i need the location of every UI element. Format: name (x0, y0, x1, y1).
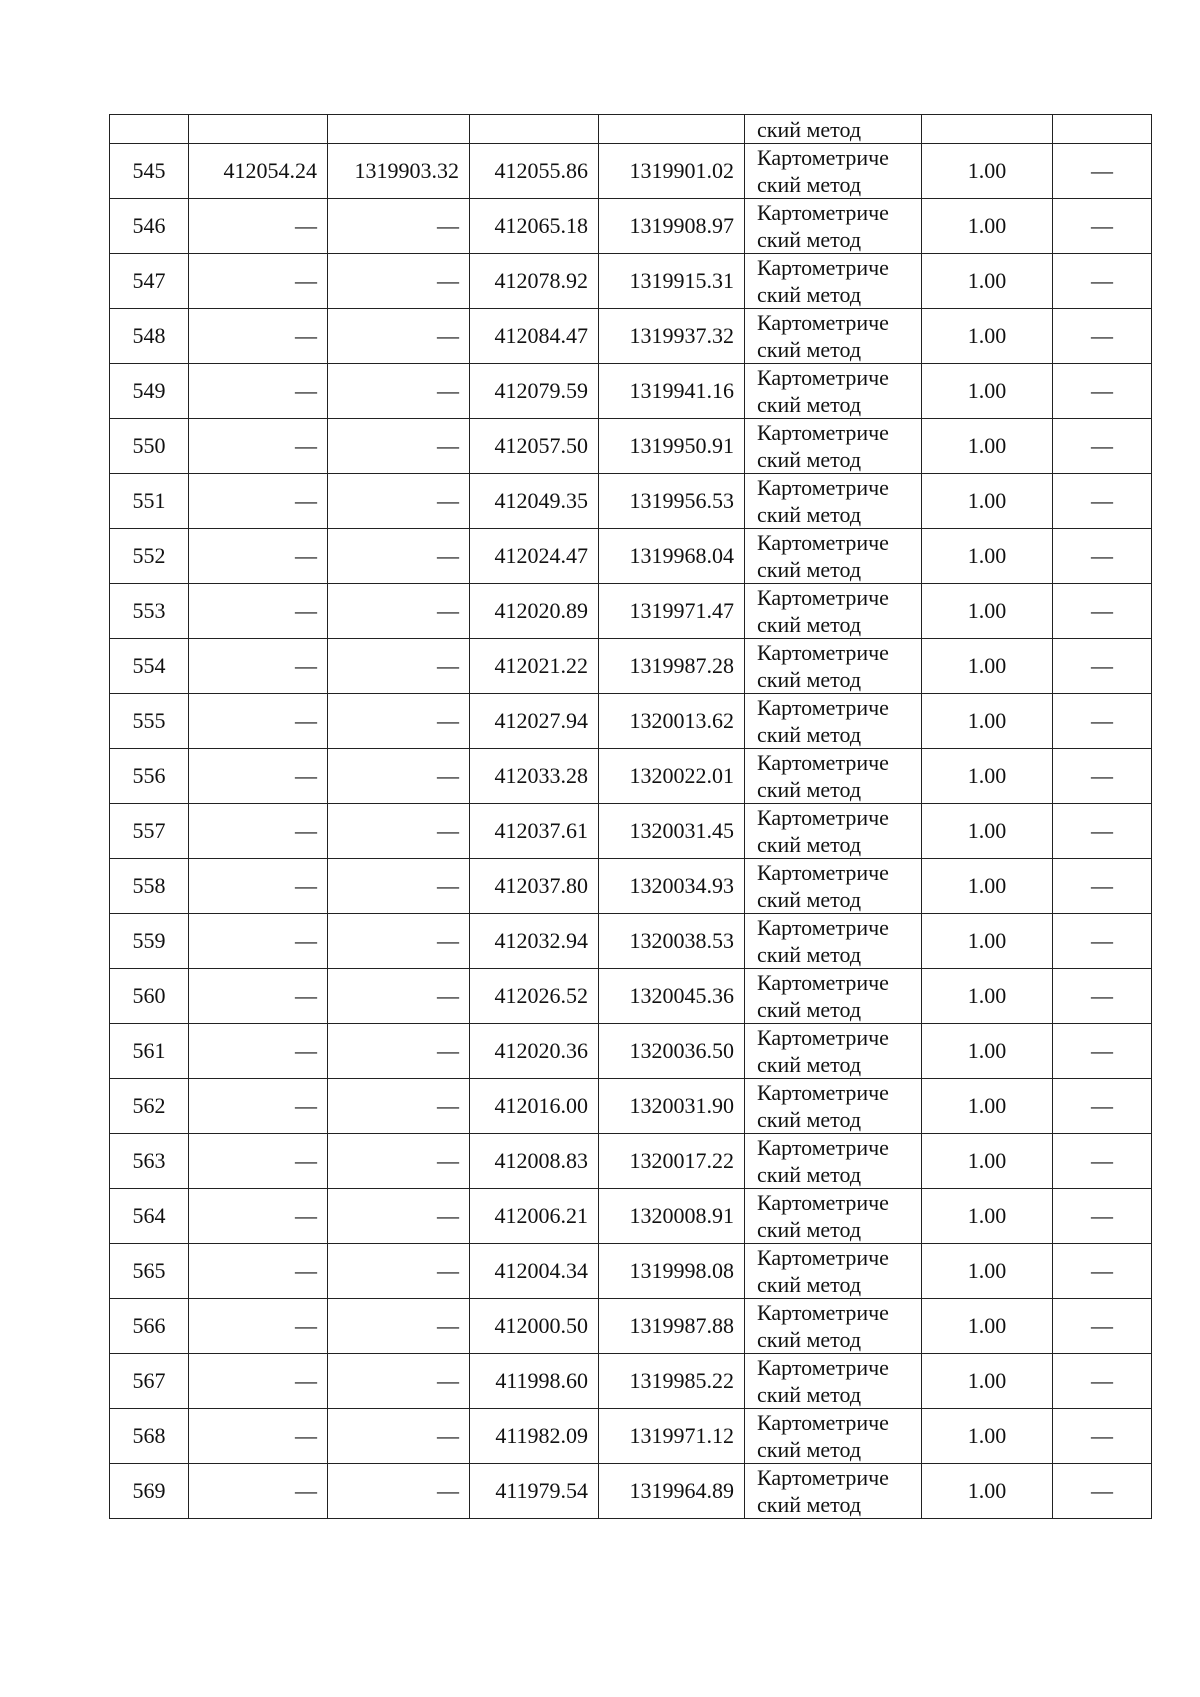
cell-point-number: 559 (110, 914, 189, 969)
cell-accuracy: 1.00 (922, 749, 1053, 804)
cell-existing-y: — (328, 254, 470, 309)
cell-note: — (1053, 1134, 1152, 1189)
cell-accuracy (922, 115, 1053, 144)
cell-point-number: 548 (110, 309, 189, 364)
method-text-line-1: Картометриче (757, 1135, 889, 1160)
cell-point-number: 564 (110, 1189, 189, 1244)
cell-note: — (1053, 1024, 1152, 1079)
cell-accuracy: 1.00 (922, 254, 1053, 309)
cell-method (745, 859, 922, 914)
cell-existing-y: — (328, 1409, 470, 1464)
cell-point-number: 550 (110, 419, 189, 474)
cell-new-x: 412033.28 (470, 749, 599, 804)
cell-new-x: 412065.18 (470, 199, 599, 254)
cell-existing-x: — (189, 1134, 328, 1189)
cell-existing-x (189, 115, 328, 144)
method-text-line-1: Картометриче (757, 255, 889, 280)
cell-new-x: 412037.80 (470, 859, 599, 914)
method-text: ский метод (757, 117, 862, 142)
cell-point-number (110, 115, 189, 144)
cell-new-y: 1319987.28 (599, 639, 745, 694)
cell-existing-x: — (189, 639, 328, 694)
table-row (110, 1024, 1152, 1079)
method-text-line-2: ский метод (757, 1107, 862, 1132)
cell-note: — (1053, 419, 1152, 474)
cell-point-number: 555 (110, 694, 189, 749)
cell-note: — (1053, 804, 1152, 859)
cell-new-x: 412021.22 (470, 639, 599, 694)
method-text-line-1: Картометриче (757, 970, 889, 995)
cell-new-y: 1319971.12 (599, 1409, 745, 1464)
method-text-line-1: Картометриче (757, 200, 889, 225)
cell-accuracy: 1.00 (922, 969, 1053, 1024)
method-text-line-2: ский метод (757, 777, 862, 802)
cell-accuracy: 1.00 (922, 1354, 1053, 1409)
cell-existing-x: — (189, 1464, 328, 1519)
table-row (110, 1189, 1152, 1244)
cell-method (745, 1464, 922, 1519)
method-text-line-1: Картометриче (757, 1190, 889, 1215)
cell-existing-x: — (189, 694, 328, 749)
cell-point-number: 549 (110, 364, 189, 419)
method-text-line-2: ский метод (757, 1382, 862, 1407)
cell-new-y: 1319971.47 (599, 584, 745, 639)
cell-point-number: 553 (110, 584, 189, 639)
cell-method (745, 969, 922, 1024)
cell-new-x: 412049.35 (470, 474, 599, 529)
table-row (110, 529, 1152, 584)
method-text-line-2: ский метод (757, 1437, 862, 1462)
cell-method (745, 199, 922, 254)
table-row (110, 1299, 1152, 1354)
cell-note: — (1053, 254, 1152, 309)
cell-method (745, 1244, 922, 1299)
cell-existing-y: — (328, 1464, 470, 1519)
method-text-line-1: Картометриче (757, 805, 889, 830)
cell-new-x: 412000.50 (470, 1299, 599, 1354)
cell-accuracy: 1.00 (922, 309, 1053, 364)
method-text-line-2: ский метод (757, 1217, 862, 1242)
cell-new-x: 412084.47 (470, 309, 599, 364)
method-text-line-2: ский метод (757, 997, 862, 1022)
method-text-line-1: Картометриче (757, 1465, 889, 1490)
cell-note: — (1053, 1189, 1152, 1244)
cell-existing-y: — (328, 1244, 470, 1299)
cell-new-x: 411998.60 (470, 1354, 599, 1409)
cell-new-y: 1320031.45 (599, 804, 745, 859)
method-text-line-1: Картометриче (757, 640, 889, 665)
method-text-line-2: ский метод (757, 557, 862, 582)
cell-point-number: 565 (110, 1244, 189, 1299)
cell-accuracy: 1.00 (922, 364, 1053, 419)
method-text-line-2: ский метод (757, 392, 862, 417)
coordinates-table (109, 114, 1152, 1519)
cell-accuracy: 1.00 (922, 639, 1053, 694)
method-text-line-2: ский метод (757, 172, 862, 197)
cell-method (745, 364, 922, 419)
cell-new-x: 412055.86 (470, 144, 599, 199)
cell-accuracy: 1.00 (922, 1464, 1053, 1519)
cell-existing-y: — (328, 749, 470, 804)
cell-existing-y: — (328, 1024, 470, 1079)
method-text-line-1: Картометриче (757, 1025, 889, 1050)
cell-new-y: 1319908.97 (599, 199, 745, 254)
cell-new-x: 412079.59 (470, 364, 599, 419)
cell-new-y: 1319987.88 (599, 1299, 745, 1354)
cell-new-x: 412027.94 (470, 694, 599, 749)
method-text-line-1: Картометриче (757, 585, 889, 610)
cell-note: — (1053, 694, 1152, 749)
method-text-line-1: Картометриче (757, 530, 889, 555)
cell-existing-x: — (189, 1024, 328, 1079)
cell-point-number: 552 (110, 529, 189, 584)
cell-point-number: 566 (110, 1299, 189, 1354)
method-text-line-1: Картометриче (757, 420, 889, 445)
cell-new-y: 1320013.62 (599, 694, 745, 749)
cell-existing-y (328, 115, 470, 144)
table-row (110, 1079, 1152, 1134)
cell-note: — (1053, 969, 1152, 1024)
cell-note: — (1053, 1244, 1152, 1299)
cell-method (745, 1299, 922, 1354)
method-text-line-1: Картометриче (757, 1355, 889, 1380)
cell-method (745, 694, 922, 749)
cell-existing-y: — (328, 364, 470, 419)
cell-new-y: 1319998.08 (599, 1244, 745, 1299)
cell-method (745, 1189, 922, 1244)
cell-new-x: 412032.94 (470, 914, 599, 969)
cell-new-x: 412004.34 (470, 1244, 599, 1299)
cell-existing-y: — (328, 1299, 470, 1354)
table-row (110, 1409, 1152, 1464)
method-text-line-2: ский метод (757, 227, 862, 252)
cell-accuracy: 1.00 (922, 804, 1053, 859)
cell-existing-x: — (189, 1409, 328, 1464)
cell-accuracy: 1.00 (922, 419, 1053, 474)
cell-existing-y: — (328, 639, 470, 694)
table-row (110, 1134, 1152, 1189)
cell-new-y: 1319964.89 (599, 1464, 745, 1519)
cell-point-number: 562 (110, 1079, 189, 1134)
cell-point-number: 569 (110, 1464, 189, 1519)
cell-existing-y: — (328, 419, 470, 474)
cell-method (745, 309, 922, 364)
cell-note: — (1053, 529, 1152, 584)
cell-existing-x: — (189, 529, 328, 584)
cell-new-y: 1320034.93 (599, 859, 745, 914)
method-text-line-1: Картометриче (757, 1245, 889, 1270)
cell-new-y: 1320031.90 (599, 1079, 745, 1134)
cell-point-number: 568 (110, 1409, 189, 1464)
cell-existing-y: — (328, 309, 470, 364)
cell-existing-x: — (189, 969, 328, 1024)
cell-accuracy: 1.00 (922, 144, 1053, 199)
cell-existing-x: — (189, 584, 328, 639)
method-text-line-2: ский метод (757, 942, 862, 967)
cell-note: — (1053, 584, 1152, 639)
cell-new-y: 1319941.16 (599, 364, 745, 419)
cell-method (745, 474, 922, 529)
method-text-line-2: ский метод (757, 1052, 862, 1077)
cell-note: — (1053, 309, 1152, 364)
cell-note: — (1053, 1079, 1152, 1134)
table-row (110, 364, 1152, 419)
table-row (110, 694, 1152, 749)
cell-new-y: 1320022.01 (599, 749, 745, 804)
cell-point-number: 546 (110, 199, 189, 254)
table-row (110, 969, 1152, 1024)
cell-new-x: 412020.36 (470, 1024, 599, 1079)
method-text-line-1: Картометриче (757, 475, 889, 500)
cell-existing-x: — (189, 804, 328, 859)
table-row (110, 144, 1152, 199)
cell-method (745, 1079, 922, 1134)
cell-method (745, 914, 922, 969)
cell-point-number: 567 (110, 1354, 189, 1409)
method-text-line-2: ский метод (757, 1327, 862, 1352)
cell-existing-x: 412054.24 (189, 144, 328, 199)
cell-new-y: 1320017.22 (599, 1134, 745, 1189)
cell-note: — (1053, 144, 1152, 199)
table-row (110, 309, 1152, 364)
method-text-line-2: ский метод (757, 282, 862, 307)
cell-new-y: 1319985.22 (599, 1354, 745, 1409)
cell-accuracy: 1.00 (922, 584, 1053, 639)
table-row (110, 749, 1152, 804)
continuation-row (110, 115, 1152, 144)
cell-point-number: 556 (110, 749, 189, 804)
cell-method (745, 749, 922, 804)
cell-existing-y: — (328, 969, 470, 1024)
coordinates-table-page (109, 114, 1151, 1519)
table-row (110, 1244, 1152, 1299)
cell-existing-x: — (189, 749, 328, 804)
cell-existing-y: — (328, 199, 470, 254)
table-row (110, 419, 1152, 474)
cell-method (745, 804, 922, 859)
cell-method (745, 144, 922, 199)
cell-accuracy: 1.00 (922, 1244, 1053, 1299)
cell-note: — (1053, 1464, 1152, 1519)
cell-new-x (470, 115, 599, 144)
cell-existing-y: — (328, 584, 470, 639)
table-row (110, 474, 1152, 529)
method-text-line-1: Картометриче (757, 365, 889, 390)
cell-accuracy: 1.00 (922, 1409, 1053, 1464)
cell-new-y: 1319950.91 (599, 419, 745, 474)
cell-method (745, 1354, 922, 1409)
cell-point-number: 558 (110, 859, 189, 914)
cell-new-x: 412037.61 (470, 804, 599, 859)
method-text-line-2: ский метод (757, 1492, 862, 1517)
cell-method (745, 639, 922, 694)
cell-new-y: 1320008.91 (599, 1189, 745, 1244)
cell-point-number: 545 (110, 144, 189, 199)
cell-point-number: 551 (110, 474, 189, 529)
cell-new-y: 1319901.02 (599, 144, 745, 199)
cell-method (745, 1409, 922, 1464)
cell-existing-x: — (189, 1079, 328, 1134)
cell-existing-x: — (189, 254, 328, 309)
cell-method (745, 584, 922, 639)
method-text-line-2: ский метод (757, 1272, 862, 1297)
method-text-line-2: ский метод (757, 667, 862, 692)
method-text-line-2: ский метод (757, 887, 862, 912)
table-row (110, 584, 1152, 639)
cell-existing-y: — (328, 1189, 470, 1244)
cell-new-y: 1319915.31 (599, 254, 745, 309)
cell-accuracy: 1.00 (922, 1299, 1053, 1354)
method-text-line-1: Картометриче (757, 695, 889, 720)
cell-note: — (1053, 474, 1152, 529)
cell-note: — (1053, 639, 1152, 694)
cell-existing-y: — (328, 1134, 470, 1189)
cell-existing-y: — (328, 914, 470, 969)
cell-accuracy: 1.00 (922, 914, 1053, 969)
method-text-line-1: Картометриче (757, 915, 889, 940)
cell-new-x: 411979.54 (470, 1464, 599, 1519)
cell-new-x: 412006.21 (470, 1189, 599, 1244)
cell-existing-x: — (189, 199, 328, 254)
table-body (110, 115, 1152, 1519)
cell-existing-x: — (189, 1189, 328, 1244)
cell-accuracy: 1.00 (922, 474, 1053, 529)
cell-accuracy: 1.00 (922, 529, 1053, 584)
cell-existing-x: — (189, 914, 328, 969)
cell-note: — (1053, 859, 1152, 914)
cell-accuracy: 1.00 (922, 1024, 1053, 1079)
cell-point-number: 547 (110, 254, 189, 309)
cell-method (745, 1024, 922, 1079)
cell-existing-x: — (189, 859, 328, 914)
cell-existing-y: — (328, 1079, 470, 1134)
cell-new-y: 1320045.36 (599, 969, 745, 1024)
cell-new-y: 1320038.53 (599, 914, 745, 969)
cell-note: — (1053, 1409, 1152, 1464)
cell-note: — (1053, 1354, 1152, 1409)
cell-existing-y: — (328, 694, 470, 749)
method-text-line-2: ский метод (757, 612, 862, 637)
cell-method (745, 115, 922, 144)
method-text-line-2: ский метод (757, 502, 862, 527)
cell-existing-y: — (328, 804, 470, 859)
table-row (110, 254, 1152, 309)
cell-note: — (1053, 1299, 1152, 1354)
cell-accuracy: 1.00 (922, 859, 1053, 914)
cell-new-x: 411982.09 (470, 1409, 599, 1464)
cell-existing-x: — (189, 419, 328, 474)
cell-point-number: 560 (110, 969, 189, 1024)
method-text-line-1: Картометриче (757, 145, 889, 170)
cell-new-x: 412026.52 (470, 969, 599, 1024)
cell-new-x: 412016.00 (470, 1079, 599, 1134)
cell-existing-x: — (189, 474, 328, 529)
cell-existing-x: — (189, 309, 328, 364)
cell-new-x: 412008.83 (470, 1134, 599, 1189)
cell-new-y (599, 115, 745, 144)
method-text-line-2: ский метод (757, 447, 862, 472)
cell-existing-y: — (328, 859, 470, 914)
cell-method (745, 254, 922, 309)
cell-new-x: 412024.47 (470, 529, 599, 584)
cell-method (745, 1134, 922, 1189)
method-text-line-1: Картометриче (757, 1300, 889, 1325)
method-text-line-1: Картометриче (757, 1410, 889, 1435)
table-row (110, 859, 1152, 914)
cell-existing-y: — (328, 474, 470, 529)
cell-existing-x: — (189, 364, 328, 419)
table-row (110, 914, 1152, 969)
method-text-line-2: ский метод (757, 1162, 862, 1187)
cell-point-number: 557 (110, 804, 189, 859)
method-text-line-2: ский метод (757, 832, 862, 857)
cell-new-y: 1319956.53 (599, 474, 745, 529)
method-text-line-2: ский метод (757, 722, 862, 747)
cell-note (1053, 115, 1152, 144)
cell-accuracy: 1.00 (922, 1189, 1053, 1244)
cell-existing-x: — (189, 1299, 328, 1354)
method-text-line-1: Картометриче (757, 860, 889, 885)
cell-point-number: 561 (110, 1024, 189, 1079)
cell-accuracy: 1.00 (922, 1079, 1053, 1134)
cell-note: — (1053, 749, 1152, 804)
cell-accuracy: 1.00 (922, 694, 1053, 749)
cell-existing-y: — (328, 1354, 470, 1409)
method-text-line-1: Картометриче (757, 310, 889, 335)
cell-note: — (1053, 364, 1152, 419)
cell-point-number: 554 (110, 639, 189, 694)
table-row (110, 1464, 1152, 1519)
cell-existing-x: — (189, 1244, 328, 1299)
cell-new-y: 1319968.04 (599, 529, 745, 584)
table-row (110, 1354, 1152, 1409)
cell-method (745, 529, 922, 584)
method-text-line-1: Картометриче (757, 750, 889, 775)
cell-existing-y: 1319903.32 (328, 144, 470, 199)
cell-new-y: 1320036.50 (599, 1024, 745, 1079)
cell-point-number: 563 (110, 1134, 189, 1189)
cell-note: — (1053, 199, 1152, 254)
cell-note: — (1053, 914, 1152, 969)
table-row (110, 639, 1152, 694)
cell-new-x: 412020.89 (470, 584, 599, 639)
cell-accuracy: 1.00 (922, 1134, 1053, 1189)
cell-new-x: 412057.50 (470, 419, 599, 474)
cell-new-x: 412078.92 (470, 254, 599, 309)
method-text-line-2: ский метод (757, 337, 862, 362)
table-row (110, 199, 1152, 254)
cell-existing-x: — (189, 1354, 328, 1409)
cell-accuracy: 1.00 (922, 199, 1053, 254)
table-row (110, 804, 1152, 859)
cell-new-y: 1319937.32 (599, 309, 745, 364)
cell-method (745, 419, 922, 474)
cell-existing-y: — (328, 529, 470, 584)
method-text-line-1: Картометриче (757, 1080, 889, 1105)
